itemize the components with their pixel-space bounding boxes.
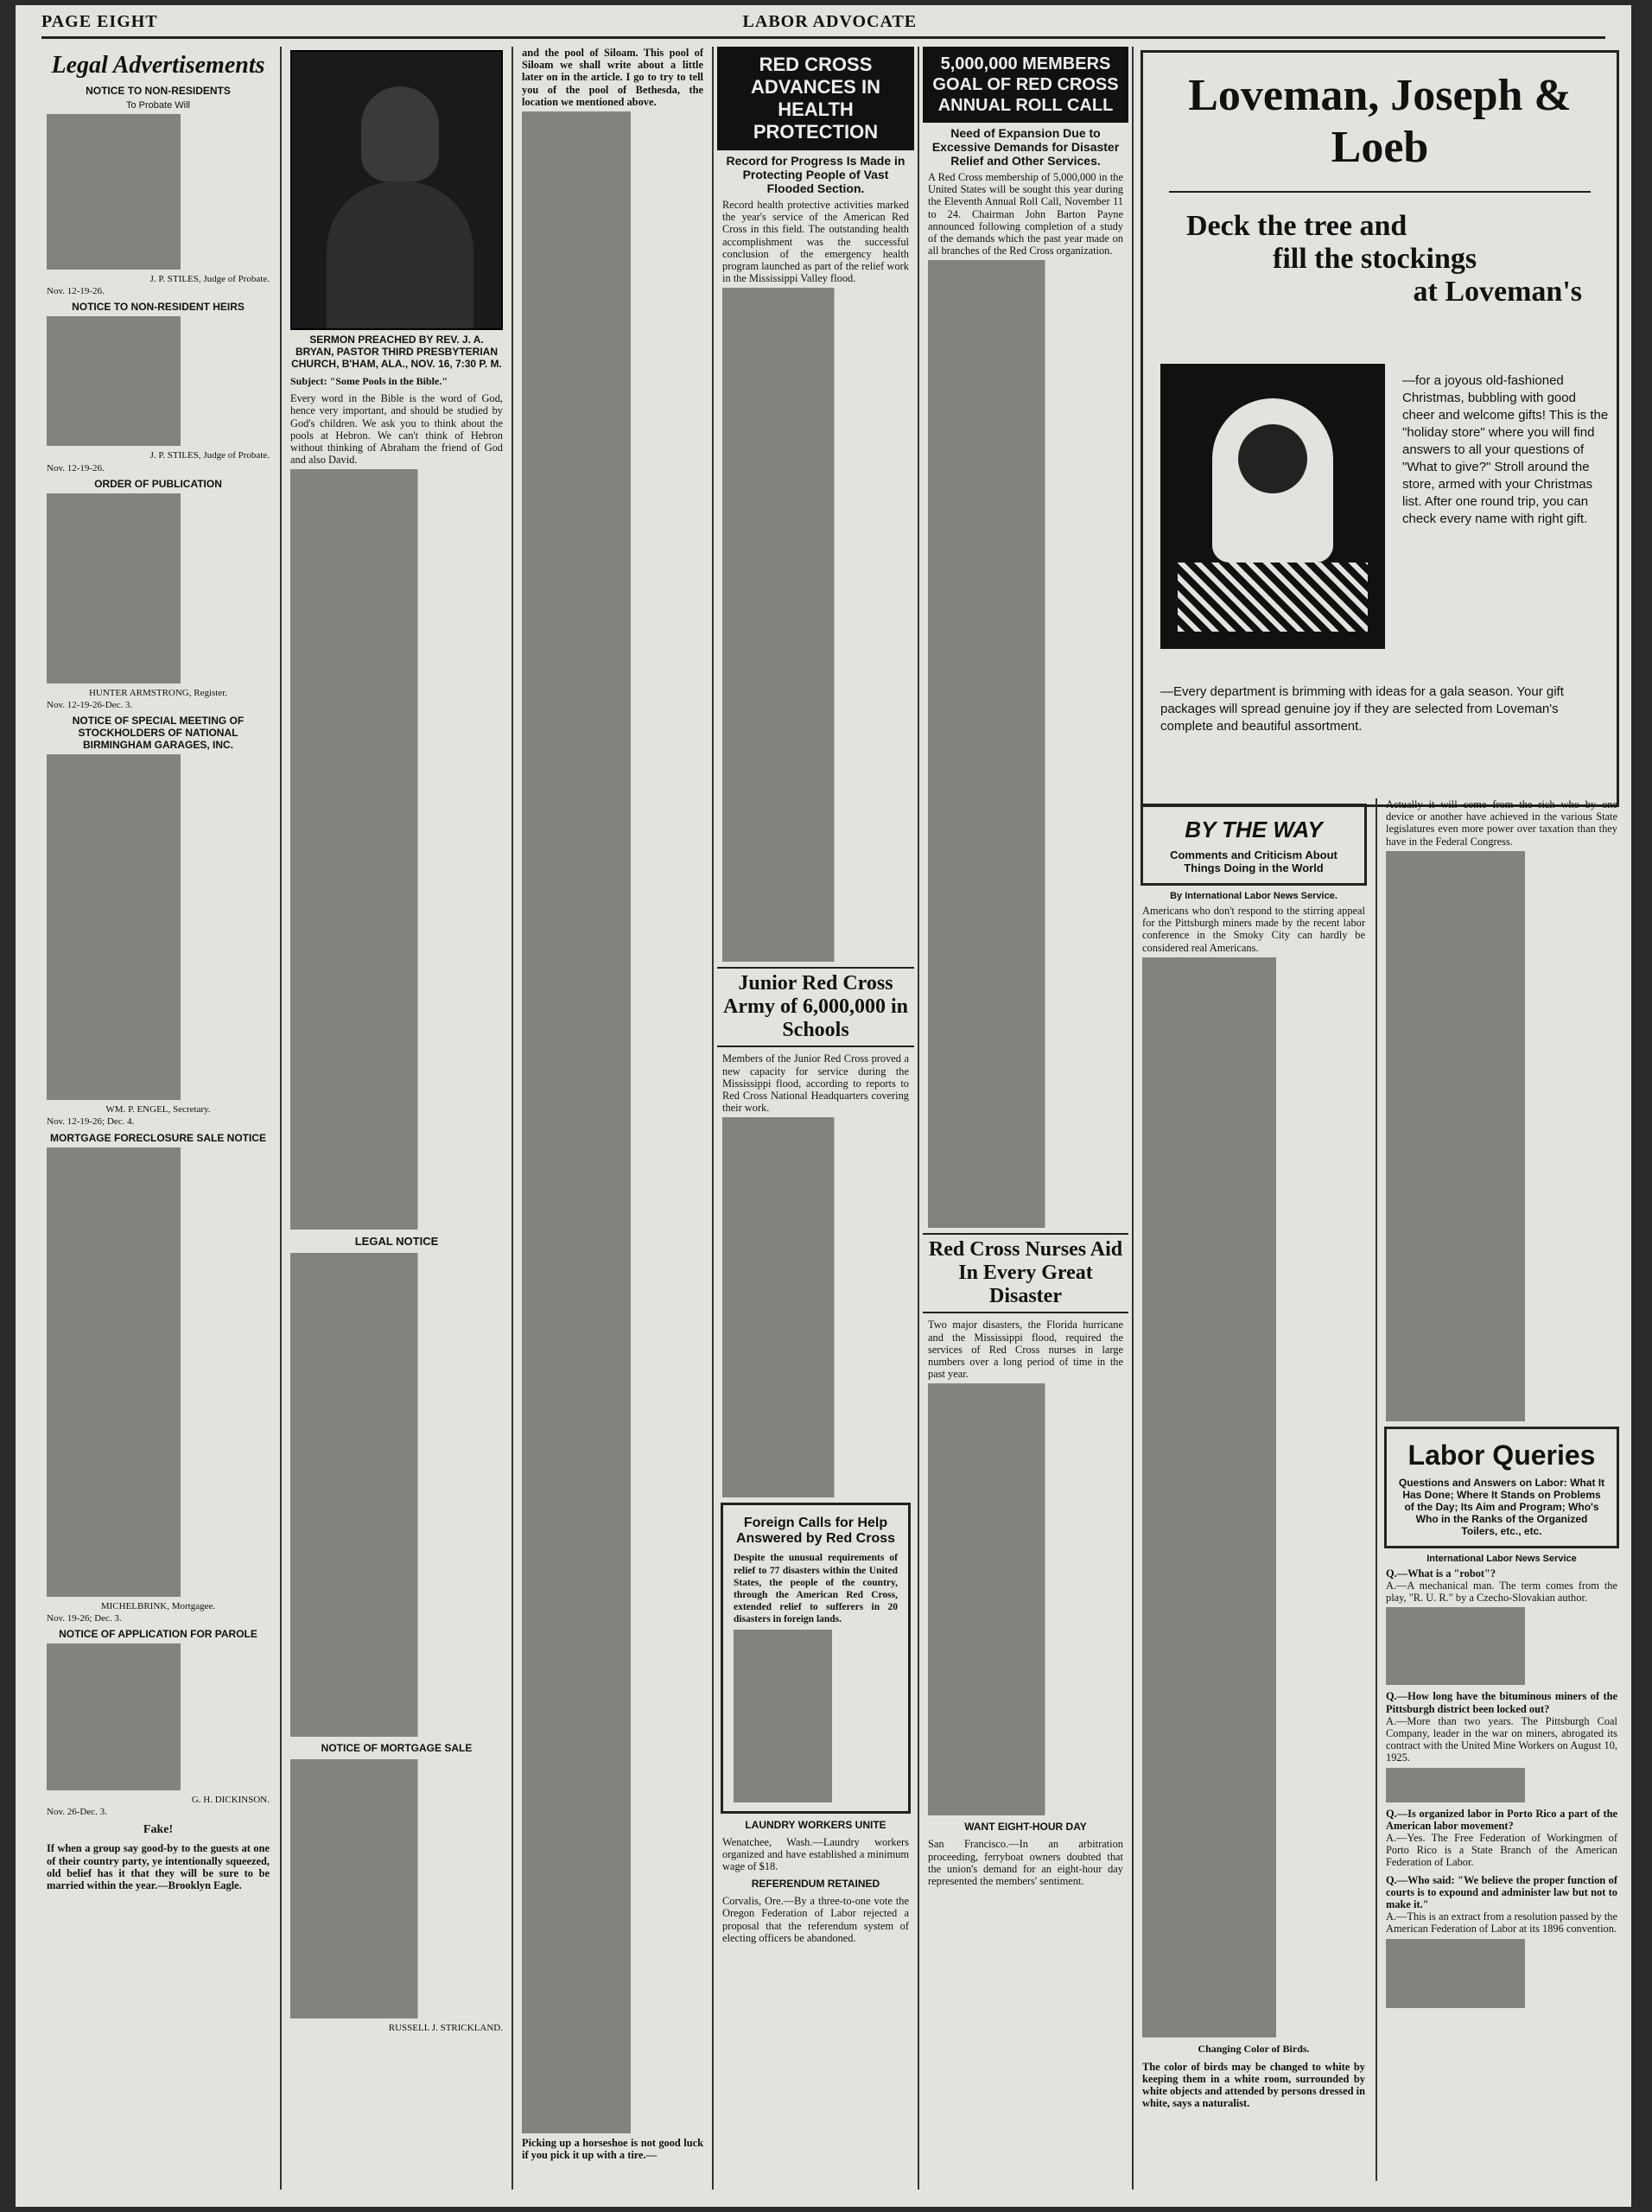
ad-footer: —Every department is brimming with ideas for a gala season. Your gift packages will spread genuine joy if they are selected from Loveman's complete and beautiful assortment. xyxy=(1160,684,1564,734)
btw-subtitle: Comments and Criticism About Things Doing in the World xyxy=(1170,849,1337,874)
masthead xyxy=(41,12,1605,31)
ad-tagline-3: at Loveman's xyxy=(1413,276,1582,308)
eight-hour-title: WANT EIGHT-HOUR DAY xyxy=(964,1821,1087,1834)
column-red-cross-health xyxy=(717,47,914,1944)
lq-credit: International Labor News Service xyxy=(1426,1553,1577,1564)
mortgage-sale-title: NOTICE OF MORTGAGE SALE xyxy=(321,1742,473,1755)
column-legal-advertisements xyxy=(41,47,275,1891)
notice-4: NOTICE OF SPECIAL MEETING OF STOCKHOLDERS OF NATIONAL BIRMINGHAM GARAGES, INC. WM. P. ENGEL, Secretary. Nov. 12-19-26; Dec. 4. xyxy=(41,715,275,1128)
health-lead: Record health protective activities marked the year's service of the American Red Cross in this field. The outstanding health accomplishment was the successful conclusion of the emergency health program launched as part of the relief work in the Mississippi Valley flood. xyxy=(722,199,909,285)
qa-item: Q.—What is a "robot"? A.—A mechanical man. The term comes from the play, "R. U. R." by a Czecho-Slovakian author. xyxy=(1381,1567,1623,1686)
by-the-way-column xyxy=(1137,798,1370,2110)
laundry-title: LAUNDRY WORKERS UNITE xyxy=(745,1818,886,1831)
nurses-headline: Red Cross Nurses Aid In Every Great Disaster xyxy=(923,1233,1128,1313)
legal-ads-title: Legal Advertisements xyxy=(51,52,265,79)
btw-lead: Americans who don't respond to the stirring appeal for the Pittsburgh miners made by the recent labor conference in the Smoky City can hardly be considered real Americans. xyxy=(1142,905,1365,954)
ad-store-name: Loveman, Joseph & Loeb xyxy=(1188,71,1572,172)
sermon-subject: Subject: "Some Pools in the Bible." xyxy=(290,375,448,387)
ad-copy: —for a joyous old-fashioned Christmas, bubbling with good cheer and welcome gifts! This is the "holiday store" where you will find answers to all your questions of "What to give?" Stroll around the store, armed with your Christmas list. After one round trip, you can check every name with right gift. xyxy=(1402,373,1609,526)
column-sermon xyxy=(285,47,508,2035)
mortgage-signoff: RUSSELL J. STRICKLAND. xyxy=(388,2023,503,2034)
junior-headline: Junior Red Cross Army of 6,000,000 in Schools xyxy=(717,967,914,1047)
notice-5: MORTGAGE FORECLOSURE SALE NOTICE MICHELBRINK, Mortgagee. Nov. 19-26; Dec. 3. xyxy=(41,1132,275,1624)
lq-title: Labor Queries xyxy=(1407,1439,1596,1471)
btw-title: BY THE WAY xyxy=(1185,817,1323,842)
health-deck: Record for Progress Is Made in Protecting People of Vast Flooded Section. xyxy=(726,154,905,195)
filler-text: If when a group say good-by to the guests at one of their country party, ye intentionally squeezed, old belief has it that they will be sure to be married within the year.—Brooklyn Eagle. xyxy=(47,1842,270,1892)
portrait-photo xyxy=(290,50,503,330)
column-sermon-continued xyxy=(517,47,708,2161)
loveman-ad xyxy=(1141,50,1619,807)
foreign-calls-box xyxy=(721,1503,911,1813)
column-rule xyxy=(1376,798,1377,2181)
page-number: PAGE EIGHT xyxy=(41,12,158,31)
foreign-text: Despite the unusual requirements of relief to 77 disasters within the United States, the people of the country, through the American Red Cross, extended relief to sufferers in 20 disasters in foreign lands. xyxy=(734,1553,898,1625)
sermon-continued: and the pool of Siloam. This pool of Siloam we shall write about a little later on in the article. I go to try to tell you of the pool of Bethesda, the location we mentioned above. xyxy=(522,47,703,108)
column-roll-call xyxy=(923,47,1128,1887)
column-rule xyxy=(511,47,513,2190)
column-rule xyxy=(918,47,919,2190)
qa-item: Q.—How long have the bituminous miners of the Pittsburgh district been locked out? A.—More than two years. The Pittsburgh Coal Company, leader in the war on miners, abrogated its contract with the United Mine Workers on August 10, 1925. xyxy=(1381,1690,1623,1802)
legal-notice-title: LEGAL NOTICE xyxy=(354,1235,439,1249)
labor-queries-box xyxy=(1384,1427,1619,1548)
tax-lead: Actually it will come from the rich who by one device or another have achieved in the various State legislatures even more power over taxation than they have in the Federal Congress. xyxy=(1386,798,1617,848)
btw-credit: By International Labor News Service. xyxy=(1170,891,1337,901)
eight-hour-text: San Francisco.—In an arbitration proceeding, ferryboat owners doubted that the union's demand for an eight-hour day represented the members' sentiment. xyxy=(928,1838,1123,1888)
notice-6: NOTICE OF APPLICATION FOR PAROLE G. H. DICKINSON. Nov. 26-Dec. 3. xyxy=(47,1628,270,1818)
column-right xyxy=(1137,47,1623,2110)
column-rule xyxy=(280,47,282,2190)
birds-title: Changing Color of Birds. xyxy=(1198,2042,1310,2055)
lq-subtitle: Questions and Answers on Labor: What It Has Done; Where It Stands on Problems of the Day; Its Aim and Program; Who's Who in the Ranks of the Organized Toilers, etc., etc. xyxy=(1398,1476,1605,1537)
birds-text: The color of birds may be changed to white by keeping them in a white room, surrounded by white objects and attended by persons dressed in white, says a naturalist. xyxy=(1142,2060,1365,2110)
referendum-text: Corvalis, Ore.—By a three-to-one vote the Oregon Federation of Labor rejected a proposal that the referendum system of electing officers be abandoned. xyxy=(722,1895,909,1944)
notice-1: NOTICE TO NON-RESIDENTS To Probate Will J. P. STILES, Judge of Probate. Nov. 12-19-26. xyxy=(47,85,270,297)
column-rule xyxy=(1132,47,1134,2190)
ad-tagline-2: fill the stockings xyxy=(1273,243,1477,275)
ad-tagline-1: Deck the tree and xyxy=(1186,210,1407,242)
qa-item: Q.—Who said: "We believe the proper function of courts is to expound and administer law but not to make it." A.—This is an extract from a resolution passed by the American Federation of Labor at its 1896 convention. xyxy=(1381,1874,1623,2008)
health-headline: RED CROSS ADVANCES IN HEALTH PROTECTION xyxy=(717,47,914,150)
roll-call-deck: Need of Expansion Due to Excessive Demands for Disaster Relief and Other Services. xyxy=(931,126,1120,168)
notice-2: NOTICE TO NON-RESIDENT HEIRS J. P. STILES, Judge of Probate. Nov. 12-19-26. xyxy=(47,301,270,474)
masthead-rule xyxy=(41,36,1605,39)
newspaper-page xyxy=(16,5,1631,2207)
foreign-title: Foreign Calls for Help Answered by Red Cross xyxy=(735,1516,896,1547)
junior-lead: Members of the Junior Red Cross proved a new capacity for service during the Mississippi flood, according to reports to Red Cross National Headquarters covering their work. xyxy=(722,1052,909,1115)
notice-3: ORDER OF PUBLICATION HUNTER ARMSTRONG, Register. Nov. 12-19-26-Dec. 3. xyxy=(41,478,275,711)
ad-illustration xyxy=(1160,364,1385,649)
roll-call-headline: 5,000,000 MEMBERS GOAL OF RED CROSS ANNUAL ROLL CALL xyxy=(923,47,1128,123)
qa-list xyxy=(1381,1567,1623,2008)
sermon-lead: Every word in the Bible is the word of God, hence very important, and should be studied by God's children. We ask you to think about the pools at Hebron. We can't think of Hebron without thinking of Abraham the friend of God and also David. xyxy=(290,392,503,467)
filler-title: Fake! xyxy=(143,1823,174,1837)
qa-item: Q.—Is organized labor in Porto Rico a part of the American labor movement? A.—Yes. The Free Federation of Workingmen of Porto Rico is a State Branch of the American Federation of Labor. xyxy=(1386,1807,1617,1869)
column-rule xyxy=(712,47,714,2190)
nurses-lead: Two major disasters, the Florida hurricane and the Mississippi flood, required the services of Red Cross nurses in large numbers over a long period of time in the past year. xyxy=(928,1319,1123,1381)
roll-call-lead: A Red Cross membership of 5,000,000 in the United States will be sought this year during the Eleventh Annual Roll Call, November 11 to 24. Chairman John Barton Payne announced following completion of a study of the demands which the past year made on all branches of the Red Cross organization. xyxy=(928,171,1123,257)
photo-caption: SERMON PREACHED BY REV. J. A. BRYAN, PASTOR THIRD PRESBYTERIAN CHURCH, B'HAM, ALA., NOV. 16, 7:30 P. M. xyxy=(291,334,502,370)
referendum-title: REFERENDUM RETAINED xyxy=(751,1878,880,1891)
laundry-text: Wenatchee, Wash.—Laundry workers organized and have established a minimum wage of $18. xyxy=(722,1835,909,1873)
labor-column xyxy=(1381,798,1623,2013)
horseshoe-filler: Picking up a horseshoe is not good luck if you pick it up with a tire.— xyxy=(522,2137,703,2162)
by-the-way-header xyxy=(1141,804,1367,886)
paper-title: LABOR ADVOCATE xyxy=(742,12,918,31)
